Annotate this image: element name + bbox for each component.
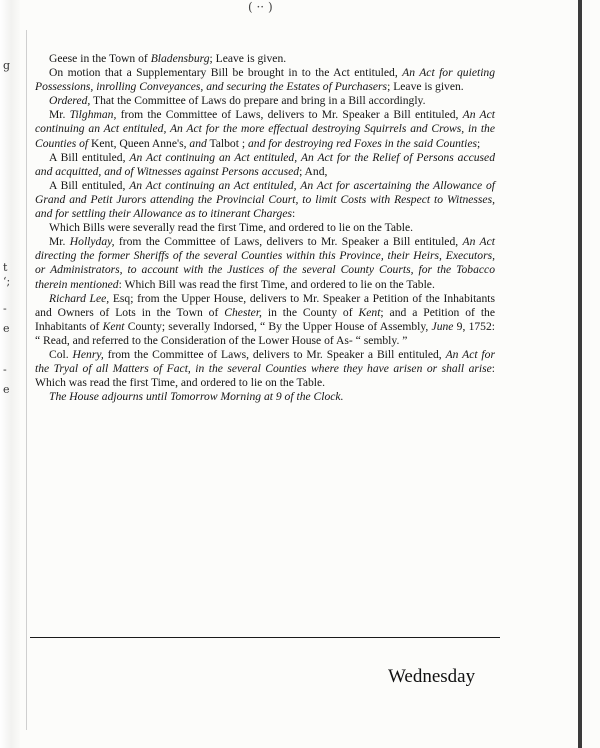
margin-fragment: e xyxy=(3,383,10,396)
separator-rule xyxy=(30,637,500,638)
italic-text: An Act continuing an Act entituled, An Act for the more effectual destroying Squirrels and Crows, in the Counties of xyxy=(35,108,495,150)
text-run: in the County of xyxy=(261,305,359,319)
binding-shadow-line xyxy=(26,30,27,730)
italic-text: Kent xyxy=(358,305,381,319)
page-number-mark: ( ·· ) xyxy=(248,0,273,14)
text-run: from the Committee of Laws, delivers to Mr. Speaker a Bill entituled, xyxy=(116,108,463,122)
paragraph xyxy=(35,235,495,291)
italic-text: The House adjourns until Tomorrow Morning at 9 of the Clock. xyxy=(49,390,344,404)
text-run: ; xyxy=(477,136,481,150)
paragraph xyxy=(35,52,495,66)
italic-text: An Act continuing an Act entituled, An Act for ascertaining the Allowance of Grand and Petit Jurors attending the Provincial Court, to limit Costs with Respect to Witnesses, and for settling their Allowance as to itinerant Charges xyxy=(35,178,495,221)
italic-text: Chester, xyxy=(224,305,262,319)
text-run: : xyxy=(292,207,296,221)
text-run: ; And, xyxy=(299,164,328,178)
paragraph xyxy=(35,108,495,150)
margin-fragment: g xyxy=(3,59,11,72)
text-run: ; Leave is given. xyxy=(209,52,287,65)
margin-fragment: - xyxy=(3,363,7,376)
text-run: Col. xyxy=(49,347,73,361)
italic-text: Tilghman, xyxy=(69,108,117,122)
italic-text: An Act for the Tryal of all Matters of Fact, in the several Counties where they have arisen or shall arise xyxy=(35,347,495,376)
paragraph xyxy=(35,94,495,108)
italic-text: An Act directing the former Sheriffs of the several Counties within this Province, their Heirs, Executors, or Administrators, to account with the Justices of the several County Courts, for the Tobacco therein mentioned xyxy=(35,235,495,291)
italic-text: and for destroying red Foxes in the said Counties xyxy=(247,136,478,150)
text-run: 9, 1752: “ Read, and referred to the Consideration of the Lower House of As- “ sembly. ” xyxy=(35,319,495,347)
text-run: ; and a Petition of the Inhabitants of xyxy=(35,305,495,333)
paragraph xyxy=(35,348,495,390)
text-run: : Which was read the first Time, and ordered to lie on the Table. xyxy=(35,362,495,390)
italic-text: Kent xyxy=(102,319,125,333)
margin-fragment: ʻ; xyxy=(3,275,11,288)
text-run: Mr. xyxy=(49,108,70,122)
text-run: A Bill entituled, xyxy=(49,178,130,192)
italic-text: An Act for quieting Possessions, inrolling Conveyances, and securing the Estates of Purchasers xyxy=(35,66,496,94)
margin-fragment: t xyxy=(3,261,8,274)
text-run: Which Bills were severally read the first Time, and ordered to lie on the Table. xyxy=(49,221,414,235)
italic-text: Hollyday, xyxy=(69,235,115,249)
text-run: County; severally Indorsed, “ By the Upper House of Assembly, xyxy=(124,319,432,333)
text-run: On motion that a Supplementary Bill be brought in to the Act entituled, xyxy=(49,66,403,80)
paragraph xyxy=(35,151,495,179)
margin-fragment: e xyxy=(3,322,10,335)
text-run: Mr. xyxy=(49,235,70,249)
paragraph xyxy=(35,221,495,235)
paragraph xyxy=(35,292,495,348)
text-run: Esq; from the Upper House, delivers to Mr. Speaker a Petition of the Inhabitants and Owners of Lots in the Town of xyxy=(35,291,495,319)
paragraph xyxy=(35,390,495,404)
journal-body-text xyxy=(35,52,495,404)
text-run: ; Leave is given. xyxy=(387,80,464,94)
italic-text: Ordered, xyxy=(49,94,91,108)
text-run: from the Committee of Laws, delivers to Mr. Speaker a Bill entituled, xyxy=(103,347,446,361)
page-edge-shadow xyxy=(578,0,582,748)
margin-fragment: - xyxy=(3,302,7,315)
text-run: from the Committee of Laws, delivers to Mr. Speaker a Bill entituled, xyxy=(114,235,463,249)
catchword: Wednesday xyxy=(388,666,476,687)
paragraph xyxy=(35,66,495,94)
text-run: Geese in the Town of xyxy=(49,52,151,65)
text-run: Kent, Queen Anne's, xyxy=(88,136,190,150)
italic-text: Bladensburg xyxy=(150,52,210,65)
italic-text: Richard Lee, xyxy=(49,291,110,305)
text-run: : Which Bill was read the first Time, and ordered to lie on the Table. xyxy=(118,277,435,291)
italic-text: June xyxy=(431,319,454,333)
italic-text: Henry, xyxy=(72,347,104,361)
text-run: Talbot ; xyxy=(206,136,248,150)
paragraph xyxy=(35,179,495,221)
text-run: That the Committee of Laws do prepare and bring in a Bill accordingly. xyxy=(90,94,426,108)
italic-text: An Act continuing an Act entituled, An Act for the Relief of Persons accused and acquitted, and of Witnesses against Persons accused xyxy=(35,150,495,178)
text-run: A Bill entituled, xyxy=(49,150,130,164)
italic-text: and xyxy=(189,136,207,150)
